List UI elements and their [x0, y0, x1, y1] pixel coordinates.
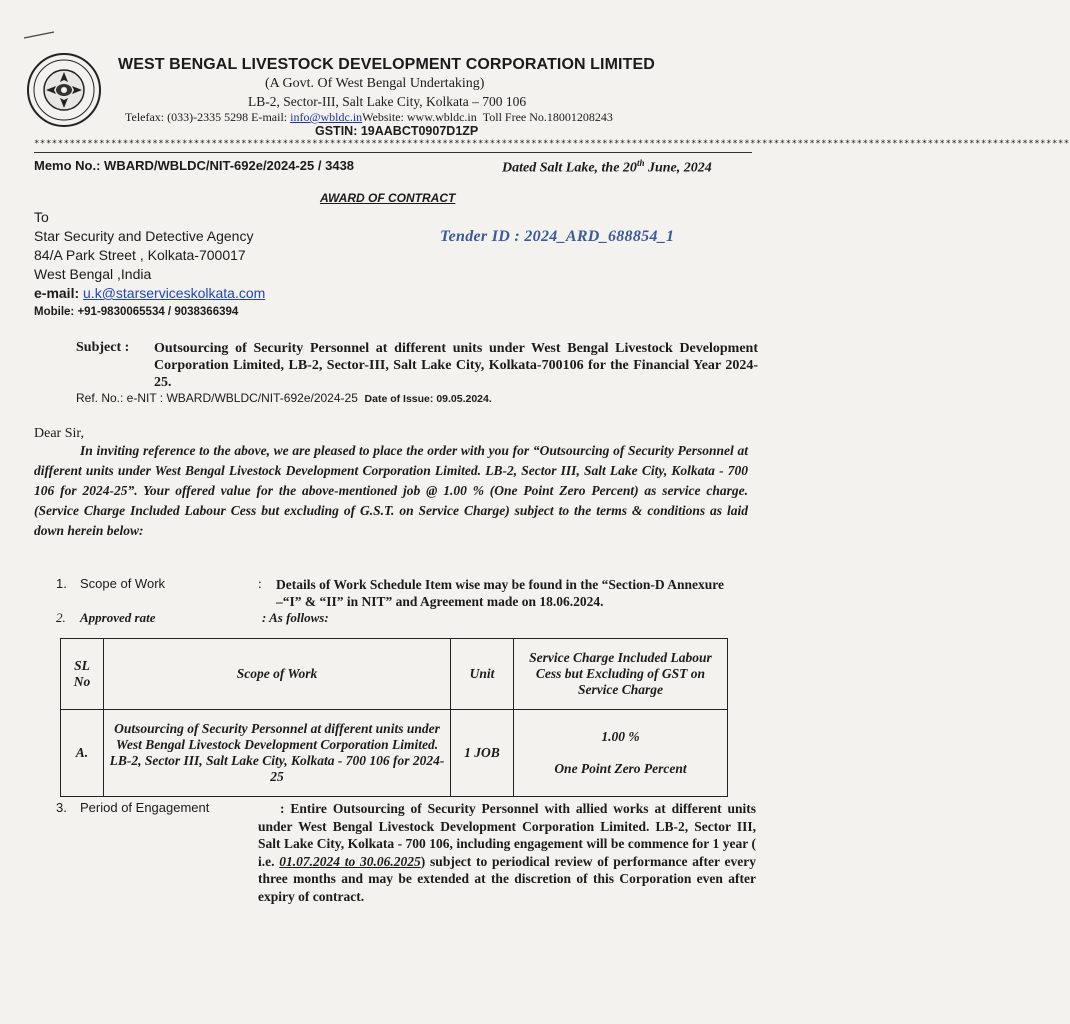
item-2-number: 2. [56, 610, 66, 625]
organization-address: LB-2, Sector-III, Salt Lake City, Kolkata – 700 106 [248, 94, 527, 109]
engagement-period: 01.07.2024 to 30.06.2025 [279, 853, 421, 869]
to-label: To [34, 209, 49, 225]
recipient-email-link[interactable]: u.k@starserviceskolkata.com [83, 285, 266, 301]
letter-body: In inviting reference to the above, we are pleased to place the order with you for “Outsourcing of Security Personnel at different units under West Bengal Livestock Development Corporation Limited. LB-2, Sector III, Salt Lake City, Kolkata - 700 106 for 2024-25”. Your offered value for the above-mentioned job @ 1.00 % (One Point Zero Percent) as service charge. (Service Charge Included Labour Cess but excluding of G.S.T. on Service Charge) subject to the terms & conditions as laid down herein below: [34, 443, 748, 538]
recipient-name: Star Security and Detective Agency [34, 228, 254, 244]
cell-charge [514, 710, 728, 797]
header-unit: Unit [451, 639, 514, 710]
item-2-title: Approved rate [80, 610, 156, 625]
item-1-number: 1. [56, 576, 67, 591]
award-title: AWARD OF CONTRACT [320, 191, 456, 205]
charge-amount-words: One Point Zero Percent [554, 761, 687, 776]
organization-name: WEST BENGAL LIVESTOCK DEVELOPMENT CORPORATION LIMITED [118, 56, 655, 73]
pen-mark-decoration [22, 30, 56, 40]
contact-tollfree: Toll Free No.18001208243 [482, 110, 613, 124]
cell-sl: A. [61, 710, 104, 797]
item-3-number: 3. [56, 800, 67, 815]
gstin-number: GSTIN: 19AABCT0907D1ZP [315, 124, 479, 138]
header-scope-of-work: Scope of Work [104, 639, 451, 710]
rate-table [60, 638, 728, 797]
header-sl-no: SL No [61, 639, 104, 710]
item-3-colon: : [280, 801, 285, 816]
recipient-email-row: e-mail: u.k@starserviceskolkata.com [34, 285, 266, 301]
charge-amount: 1.00 % [601, 729, 640, 744]
item-1-colon: : [258, 576, 262, 591]
rate-table-header-row [61, 639, 728, 710]
organization-email-link[interactable]: info@wbldc.in [290, 110, 363, 124]
organization-subtitle: (A Govt. Of West Bengal Undertaking) [265, 76, 485, 91]
table-row [61, 710, 728, 797]
item-1-title: Scope of Work [80, 576, 166, 591]
item-1-detail: Details of Work Schedule Item wise may be found in the “Section-D Annexure –“I” & “II” in NIT” and Agreement made on 18.06.2024. [276, 577, 725, 609]
item-2-colon: : As follows: [262, 610, 329, 625]
salutation: Dear Sir, [34, 426, 84, 441]
contact-website: Website: www.wbldc.in [362, 110, 477, 124]
cell-scope: Outsourcing of Security Personnel at different units under West Bengal Livestock Development Corporation Limited. LB-2, Sector III, Salt Lake City, Kolkata - 700 106 for 2024-25 [104, 710, 451, 797]
memo-number: Memo No.: WBARD/WBLDC/NIT-692e/2024-25 / 3438 [34, 158, 355, 173]
subject-label: Subject : [76, 340, 130, 355]
recipient-block [34, 208, 265, 322]
corporation-logo-icon [26, 52, 102, 128]
reference-number: Ref. No.: e-NIT : WBARD/WBLDC/NIT-692e/2024-25 [76, 391, 358, 405]
organization-contact [125, 110, 613, 125]
reference-line [76, 391, 492, 405]
item-3-title: Period of Engagement [80, 800, 210, 815]
recipient-mobile: Mobile: +91-9830065534 / 9038366394 [34, 306, 239, 318]
contact-prefix: Telefax: (033)-2335 5298 E-mail: [125, 110, 291, 124]
cell-unit: 1 JOB [451, 710, 514, 797]
header-divider [34, 152, 752, 153]
date-of-issue: Date of Issue: 09.05.2024. [364, 393, 492, 405]
recipient-address-line1: 84/A Park Street , Kolkata-700017 [34, 247, 246, 263]
item-3-detail: : Entire Outsourcing of Security Personnel with allied works at different units under West Bengal Livestock Development Corporation Limited. LB-2, Sector III, Salt Lake City, Kolkata - 700 106, including engagement will be commence for 1 year ( i.e. 01.07.2024 to 30.06.2025) subject to periodical review of performance after every three months and may be extended at the discretion of this Corporation even after expiry of contract. [258, 801, 757, 904]
tender-id-stamp: Tender ID : 2024_ARD_688854_1 [440, 228, 675, 245]
recipient-address-line2: West Bengal ,India [34, 266, 152, 282]
subject-text: Outsourcing of Security Personnel at different units under West Bengal Livestock Development Corporation Limited, LB-2, Sector-III, Salt Lake City, Kolkata-700106 for the Financial Year 2024-25. [154, 341, 758, 390]
memo-date: Dated Salt Lake, the 20th June, 2024 [502, 158, 712, 176]
header-separator-stars: ******************************************************************************************************************************************************************************* [34, 139, 1070, 149]
header-service-charge: Service Charge Included Labour Cess but Excluding of GST on Service Charge [514, 639, 728, 710]
